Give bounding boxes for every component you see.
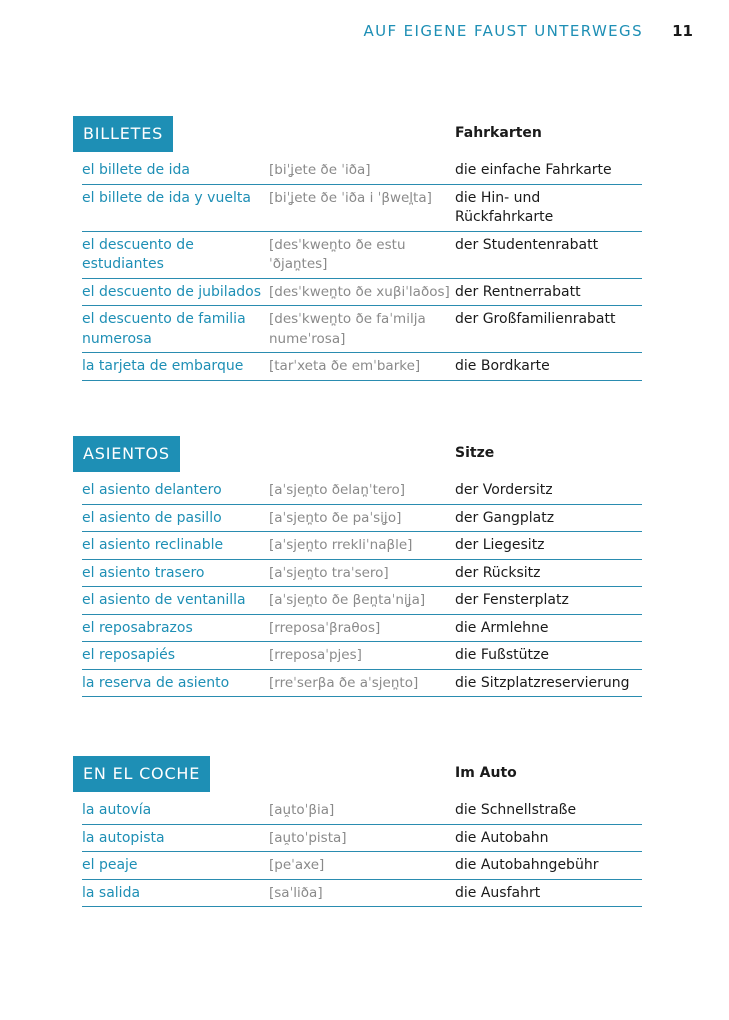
vocab-row — [82, 306, 642, 353]
spanish-term: la salida — [82, 884, 141, 901]
spanish-term: el asiento trasero — [82, 564, 205, 581]
spanish-term: la tarjeta de embarque — [82, 358, 244, 374]
vocab-list — [82, 477, 642, 697]
spanish-term: el descuento de familia numerosa — [82, 311, 246, 347]
spanish-term: la reserva de asiento — [82, 674, 230, 691]
vocab-row — [82, 560, 642, 588]
vocab-row — [82, 797, 642, 825]
section-label: EN EL COCHE — [73, 756, 210, 792]
running-head — [0, 20, 729, 44]
spanish-term: el asiento reclinable — [82, 537, 224, 553]
spanish-term: el asiento de ventanilla — [82, 592, 246, 608]
vocab-row — [82, 157, 642, 185]
pronunciation: [biˈʝete ðe ˈiða] — [269, 162, 371, 178]
section-translation: Fahrkarten — [455, 125, 542, 141]
section-label: ASIENTOS — [73, 436, 180, 472]
section-billetes — [73, 116, 642, 381]
running-title: AUF EIGENE FAUST UNTERWEGS — [363, 22, 643, 40]
section-header — [73, 436, 642, 472]
german-translation: die einfache Fahrkarte — [455, 162, 612, 178]
section-header — [73, 756, 642, 792]
spanish-term: el descuento de jubilados — [82, 283, 262, 300]
spanish-term: la autopista — [82, 829, 165, 846]
pronunciation: [aˈsjen̪to ðe paˈsiʝo] — [269, 509, 402, 526]
german-translation: der Rücksitz — [455, 564, 541, 581]
spanish-term: la autovía — [82, 802, 152, 818]
german-translation: die Ausfahrt — [455, 884, 541, 901]
german-translation: die Fußstütze — [455, 647, 549, 663]
pronunciation: [desˈkwen̪to ðe xuβiˈlaðos] — [269, 283, 450, 300]
pronunciation: [aˈsjen̪to ðelan̪ˈtero] — [269, 482, 405, 498]
page-number: 11 — [672, 22, 693, 40]
vocab-row — [82, 587, 642, 615]
vocab-row — [82, 532, 642, 560]
german-translation: der Großfamilienrabatt — [455, 311, 616, 327]
german-translation: der Rentnerrabatt — [455, 283, 581, 300]
section-asientos — [73, 436, 642, 697]
pronunciation: [desˈkwen̪to ðe estuˈðjan̪tes] — [269, 236, 406, 272]
vocab-row — [82, 505, 642, 533]
pronunciation: [rreposaˈβraθos] — [269, 619, 381, 636]
pronunciation: [biˈʝete ðe ˈiða i ˈβwel̪ta] — [269, 189, 432, 206]
pronunciation: [rreposaˈpjes] — [269, 647, 362, 663]
german-translation: die Sitzplatzreservierung — [455, 674, 630, 691]
vocab-row — [82, 642, 642, 670]
german-translation: der Gangplatz — [455, 509, 555, 526]
vocab-row — [82, 353, 642, 381]
pronunciation: [au̯toˈpista] — [269, 829, 347, 846]
pronunciation: [aˈsjen̪to ðe βen̪taˈniʝa] — [269, 592, 426, 608]
german-translation: die Hin- und Rückfahrkarte — [455, 189, 554, 225]
german-translation: der Fensterplatz — [455, 592, 569, 608]
pronunciation: [saˈliða] — [269, 884, 323, 901]
german-translation: die Armlehne — [455, 619, 549, 636]
german-translation: der Studentenrabatt — [455, 236, 599, 253]
vocab-row — [82, 670, 642, 698]
section-header — [73, 116, 642, 152]
section-translation: Sitze — [455, 445, 495, 461]
vocab-row — [82, 477, 642, 505]
pronunciation: [rreˈserβa ðe aˈsjen̪to] — [269, 674, 419, 691]
german-translation: die Autobahngebühr — [455, 857, 599, 873]
vocab-list — [82, 797, 642, 907]
spanish-term: el descuento de estudiantes — [82, 236, 194, 272]
vocab-list — [82, 157, 642, 381]
vocab-row — [82, 825, 642, 853]
vocab-row — [82, 615, 642, 643]
pronunciation: [aˈsjen̪to rrekliˈnaβle] — [269, 537, 413, 553]
spanish-term: el billete de ida y vuelta — [82, 189, 251, 206]
spanish-term: el asiento de pasillo — [82, 509, 222, 526]
vocab-row — [82, 852, 642, 880]
spanish-term: el billete de ida — [82, 162, 190, 178]
spanish-term: el reposapiés — [82, 647, 176, 663]
pronunciation: [desˈkwen̪to ðe faˈmilja numeˈrosa] — [269, 311, 426, 347]
german-translation: die Bordkarte — [455, 358, 550, 374]
vocab-row — [82, 279, 642, 307]
pronunciation: [aˈsjen̪to traˈsero] — [269, 564, 389, 581]
vocab-row — [82, 185, 642, 232]
spanish-term: el peaje — [82, 857, 138, 873]
spanish-term: el asiento delantero — [82, 482, 222, 498]
section-translation: Im Auto — [455, 765, 517, 781]
pronunciation: [peˈaxe] — [269, 857, 325, 873]
spanish-term: el reposabrazos — [82, 619, 193, 636]
vocab-row — [82, 232, 642, 279]
german-translation: die Schnellstraße — [455, 802, 577, 818]
section-label: BILLETES — [73, 116, 173, 152]
german-translation: der Liegesitz — [455, 537, 545, 553]
pronunciation: [tarˈxeta ðe emˈbarke] — [269, 358, 421, 374]
section-en-el-coche — [73, 756, 642, 907]
german-translation: der Vordersitz — [455, 482, 553, 498]
german-translation: die Autobahn — [455, 829, 549, 846]
vocab-row — [82, 880, 642, 908]
pronunciation: [au̯toˈβia] — [269, 802, 335, 818]
